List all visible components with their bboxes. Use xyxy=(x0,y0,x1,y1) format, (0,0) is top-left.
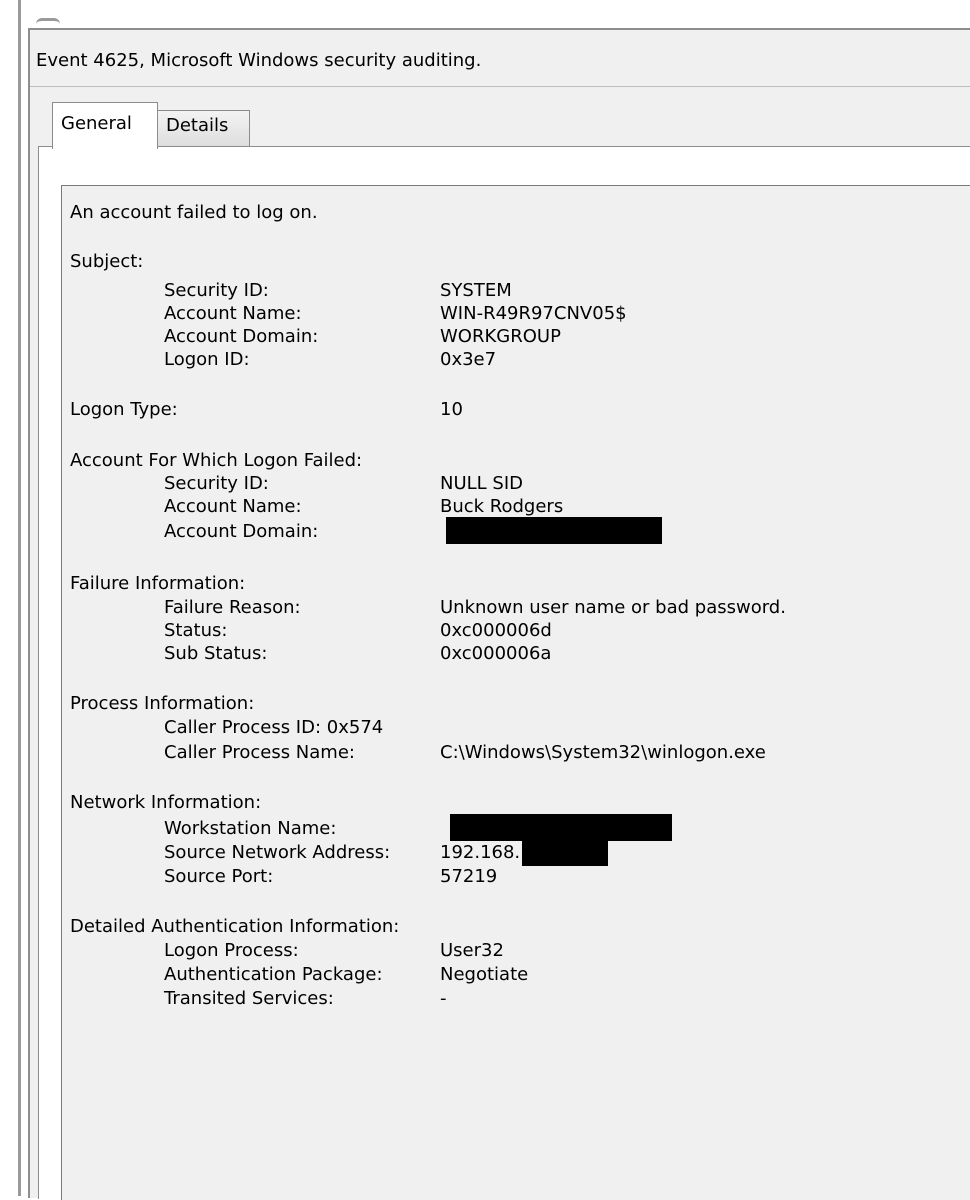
subject-logon-id-value: 0x3e7 xyxy=(440,349,497,370)
redacted-workstation-name xyxy=(450,814,672,841)
title-divider xyxy=(30,86,970,87)
subject-account-domain-label: Account Domain: xyxy=(164,326,319,347)
event-title: Event 4625, Microsoft Windows security auditing. xyxy=(36,50,482,71)
failure-status-label: Status: xyxy=(164,620,228,641)
subject-security-id-value: SYSTEM xyxy=(440,280,512,301)
redacted-source-address xyxy=(522,840,608,866)
source-port-label: Source Port: xyxy=(164,866,274,887)
subject-header: Subject: xyxy=(70,251,144,272)
transited-services-value: - xyxy=(440,988,447,1009)
failure-header: Failure Information: xyxy=(70,573,246,594)
failed-security-id-value: NULL SID xyxy=(440,473,524,494)
process-header: Process Information: xyxy=(70,693,255,714)
workstation-name-label: Workstation Name: xyxy=(164,818,337,839)
caller-process-name-value: C:\Windows\System32\winlogon.exe xyxy=(440,742,766,763)
failure-reason-label: Failure Reason: xyxy=(164,597,301,618)
top-strip xyxy=(0,0,970,28)
subject-account-name-value: WIN-R49R97CNV05$ xyxy=(440,303,627,324)
failed-account-header: Account For Which Logon Failed: xyxy=(70,450,363,471)
logon-process-value: User32 xyxy=(440,940,504,961)
transited-services-label: Transited Services: xyxy=(164,988,334,1009)
subject-account-name-label: Account Name: xyxy=(164,303,302,324)
logon-type-value: 10 xyxy=(440,399,463,420)
tab-details[interactable]: Details xyxy=(158,110,250,146)
failure-status-value: 0xc000006d xyxy=(440,620,552,641)
summary-text: An account failed to log on. xyxy=(70,202,318,223)
tab-general[interactable]: General xyxy=(52,102,158,149)
failed-account-name-value: Buck Rodgers xyxy=(440,496,564,517)
network-header: Network Information: xyxy=(70,792,262,813)
failure-sub-status-label: Sub Status: xyxy=(164,643,268,664)
failure-sub-status-value: 0xc000006a xyxy=(440,643,552,664)
logon-process-label: Logon Process: xyxy=(164,940,299,961)
auth-header: Detailed Authentication Information: xyxy=(70,916,400,937)
caller-process-name-label: Caller Process Name: xyxy=(164,742,355,763)
failed-account-domain-label: Account Domain: xyxy=(164,521,319,542)
general-tab-panel xyxy=(38,146,970,1199)
caller-process-id-line: Caller Process ID: 0x574 xyxy=(164,717,384,738)
redacted-account-domain xyxy=(446,517,662,544)
auth-package-value: Negotiate xyxy=(440,964,529,985)
failed-account-name-label: Account Name: xyxy=(164,496,302,517)
auth-package-label: Authentication Package: xyxy=(164,964,383,985)
event-properties-pane xyxy=(28,28,970,1198)
source-address-label: Source Network Address: xyxy=(164,842,391,863)
failed-security-id-label: Security ID: xyxy=(164,473,269,494)
source-port-value: 57219 xyxy=(440,866,498,887)
source-address-value: 192.168. xyxy=(440,842,521,863)
failure-reason-value: Unknown user name or bad password. xyxy=(440,597,786,618)
outer-frame-border xyxy=(18,0,21,1196)
logon-type-label: Logon Type: xyxy=(70,399,178,420)
event-description-box[interactable] xyxy=(61,185,970,1200)
window-corner-decoration xyxy=(36,18,60,27)
subject-logon-id-label: Logon ID: xyxy=(164,349,250,370)
subject-account-domain-value: WORKGROUP xyxy=(440,326,561,347)
subject-security-id-label: Security ID: xyxy=(164,280,269,301)
